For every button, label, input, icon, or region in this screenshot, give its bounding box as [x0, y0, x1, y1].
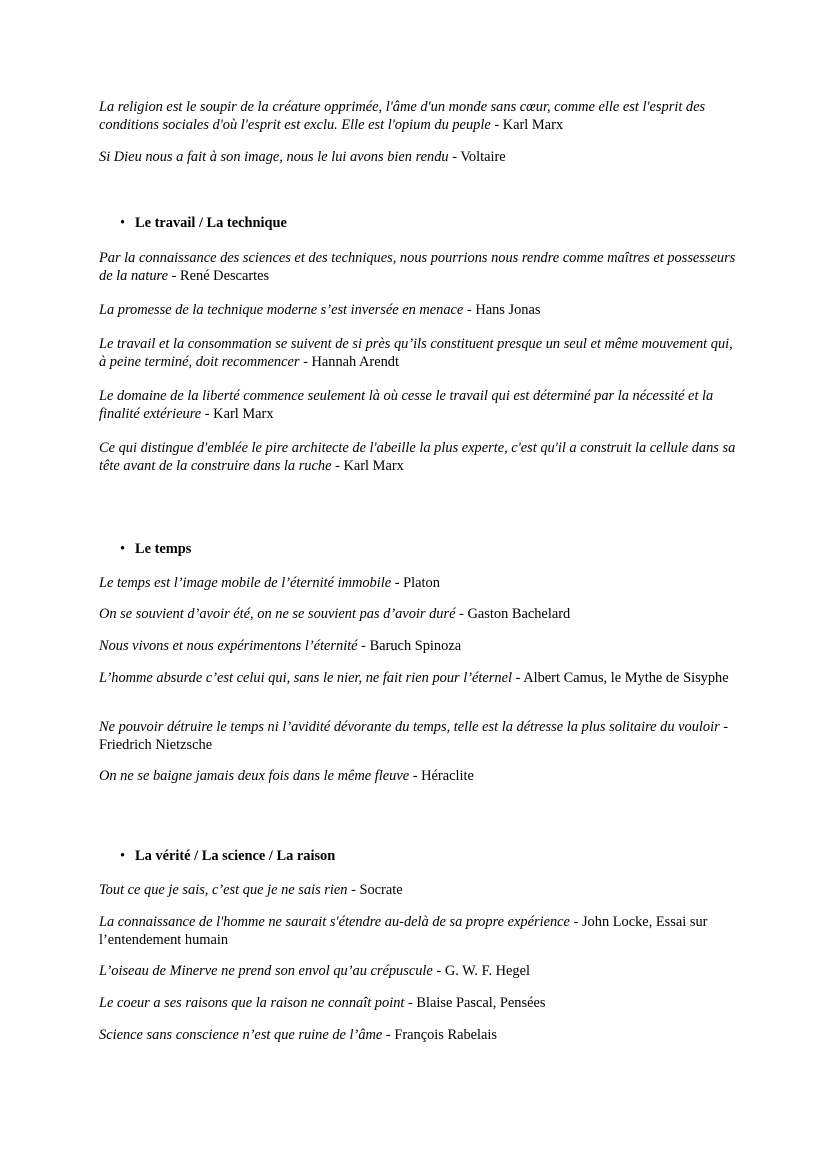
quote-item — [99, 575, 739, 593]
quote-item — [99, 149, 739, 167]
quote-author: Hannah Arendt — [311, 353, 400, 370]
quote-author: Albert Camus, le Mythe de Sisyphe — [523, 670, 729, 686]
quote-item — [99, 1027, 739, 1045]
quote-author: Platon — [403, 575, 440, 591]
quote-separator: - — [331, 457, 344, 474]
quote-item — [99, 719, 739, 754]
quote-separator: - — [512, 670, 524, 686]
quote-item — [99, 302, 739, 320]
quote-text: Le travail et la consommation se suivent de si près qu’ils constituent presque un seul et même mouvement qui, à peine terminé, doit recommencer — [99, 336, 733, 370]
section-heading — [99, 848, 335, 866]
quote-author: Gaston Bachelard — [467, 606, 571, 622]
quote-separator: - — [455, 606, 468, 622]
quote-separator: - — [490, 116, 503, 133]
quote-item — [99, 440, 739, 475]
quote-text: Ce qui distingue d'emblée le pire architecte de l'abeille la plus experte, c'est qu'il a construit la cellule dans sa tête avant de la construire dans la ruche — [99, 440, 736, 474]
quote-item — [99, 768, 739, 786]
quote-item — [99, 995, 739, 1013]
quote-separator: - — [201, 405, 214, 422]
quote-text: Nous vivons et nous expérimentons l’éternité — [99, 638, 358, 654]
quote-separator: - — [357, 638, 370, 654]
quote-text: Si Dieu nous a fait à son image, nous le lui avons bien rendu — [99, 149, 449, 165]
bullet-icon: • — [120, 541, 126, 557]
quote-separator: - — [391, 575, 404, 591]
quote-author: Voltaire — [460, 149, 506, 165]
quote-author: Hans Jonas — [475, 302, 541, 318]
section-title: La vérité / La science / La raison — [135, 848, 336, 864]
quote-text: Le coeur a ses raisons que la raison ne connaît point — [99, 995, 405, 1011]
quote-author: François Rabelais — [394, 1027, 498, 1043]
quote-author: Friedrich Nietzsche — [99, 736, 213, 753]
quote-separator: - — [382, 1027, 395, 1043]
quote-author: René Descartes — [180, 267, 270, 284]
section-heading — [99, 541, 191, 559]
quote-separator: - — [409, 768, 422, 784]
quote-item — [99, 670, 739, 688]
quote-separator: - — [463, 302, 476, 318]
quote-author: Héraclite — [421, 768, 474, 784]
quote-author: G. W. F. Hegel — [444, 963, 531, 979]
quote-separator: - — [719, 719, 729, 735]
quote-separator: - — [168, 267, 181, 284]
quote-separator: - — [448, 149, 461, 165]
quote-text: Le temps est l’image mobile de l’éternité immobile — [99, 575, 392, 591]
section-heading — [99, 215, 287, 233]
section-title: Le temps — [135, 541, 192, 557]
quote-author: Socrate — [359, 882, 403, 898]
quote-item — [99, 963, 739, 981]
quote-separator: - — [299, 353, 312, 370]
quote-separator: - — [432, 963, 445, 979]
quote-author: Baruch Spinoza — [369, 638, 462, 654]
quote-author: Karl Marx — [343, 457, 404, 474]
quote-separator: - — [569, 914, 582, 930]
bullet-icon: • — [120, 215, 126, 231]
quote-item — [99, 638, 739, 656]
quote-text: L’homme absurde c’est celui qui, sans le nier, ne fait rien pour l’éternel — [99, 670, 512, 686]
quote-item — [99, 882, 739, 900]
quote-author: Karl Marx — [213, 405, 274, 422]
bullet-icon: • — [120, 848, 126, 864]
quote-author: Blaise Pascal, Pensées — [416, 995, 546, 1011]
quote-text: La promesse de la technique moderne s’est inversée en menace — [99, 302, 464, 318]
quote-author: Karl Marx — [502, 116, 564, 133]
quote-text: L’oiseau de Minerve ne prend son envol qu’au crépuscule — [99, 963, 433, 979]
section-title: Le travail / La technique — [135, 215, 287, 231]
quote-text: La connaissance de l'homme ne saurait s'étendre au-delà de sa propre expérience — [99, 914, 570, 930]
quote-item — [99, 336, 739, 371]
quote-text: Science sans conscience n’est que ruine de l’âme — [99, 1027, 383, 1043]
quote-text: On ne se baigne jamais deux fois dans le même fleuve — [99, 768, 410, 784]
quote-item — [99, 914, 739, 949]
quote-text: Le domaine de la liberté commence seulement là où cesse le travail qui est déterminé par la nécessité et la finalité extérieure — [99, 388, 714, 422]
quote-separator: - — [404, 995, 417, 1011]
quote-item — [99, 388, 739, 423]
quote-item — [99, 606, 739, 624]
quote-author: John Locke, Essai sur l’entendement humain — [99, 914, 708, 948]
quote-text: Tout ce que je sais, c’est que je ne sais rien — [99, 882, 348, 898]
quote-item — [99, 99, 739, 134]
quote-text: On se souvient d’avoir été, on ne se souvient pas d’avoir duré — [99, 606, 456, 622]
quote-separator: - — [347, 882, 360, 898]
quote-item — [99, 250, 739, 285]
quote-text: Par la connaissance des sciences et des techniques, nous pourrions nous rendre comme maîtres et possesseurs de la nature — [99, 250, 736, 284]
quote-text: Ne pouvoir détruire le temps ni l’avidité dévorante du temps, telle est la détresse la plus solitaire du vouloir — [99, 719, 720, 735]
quote-text: La religion est le soupir de la créature opprimée, l'âme d'un monde sans cœur, comme elle est l'esprit des conditions sociales d'où l'esprit est exclu. Elle est l'opium du peuple — [99, 99, 706, 133]
